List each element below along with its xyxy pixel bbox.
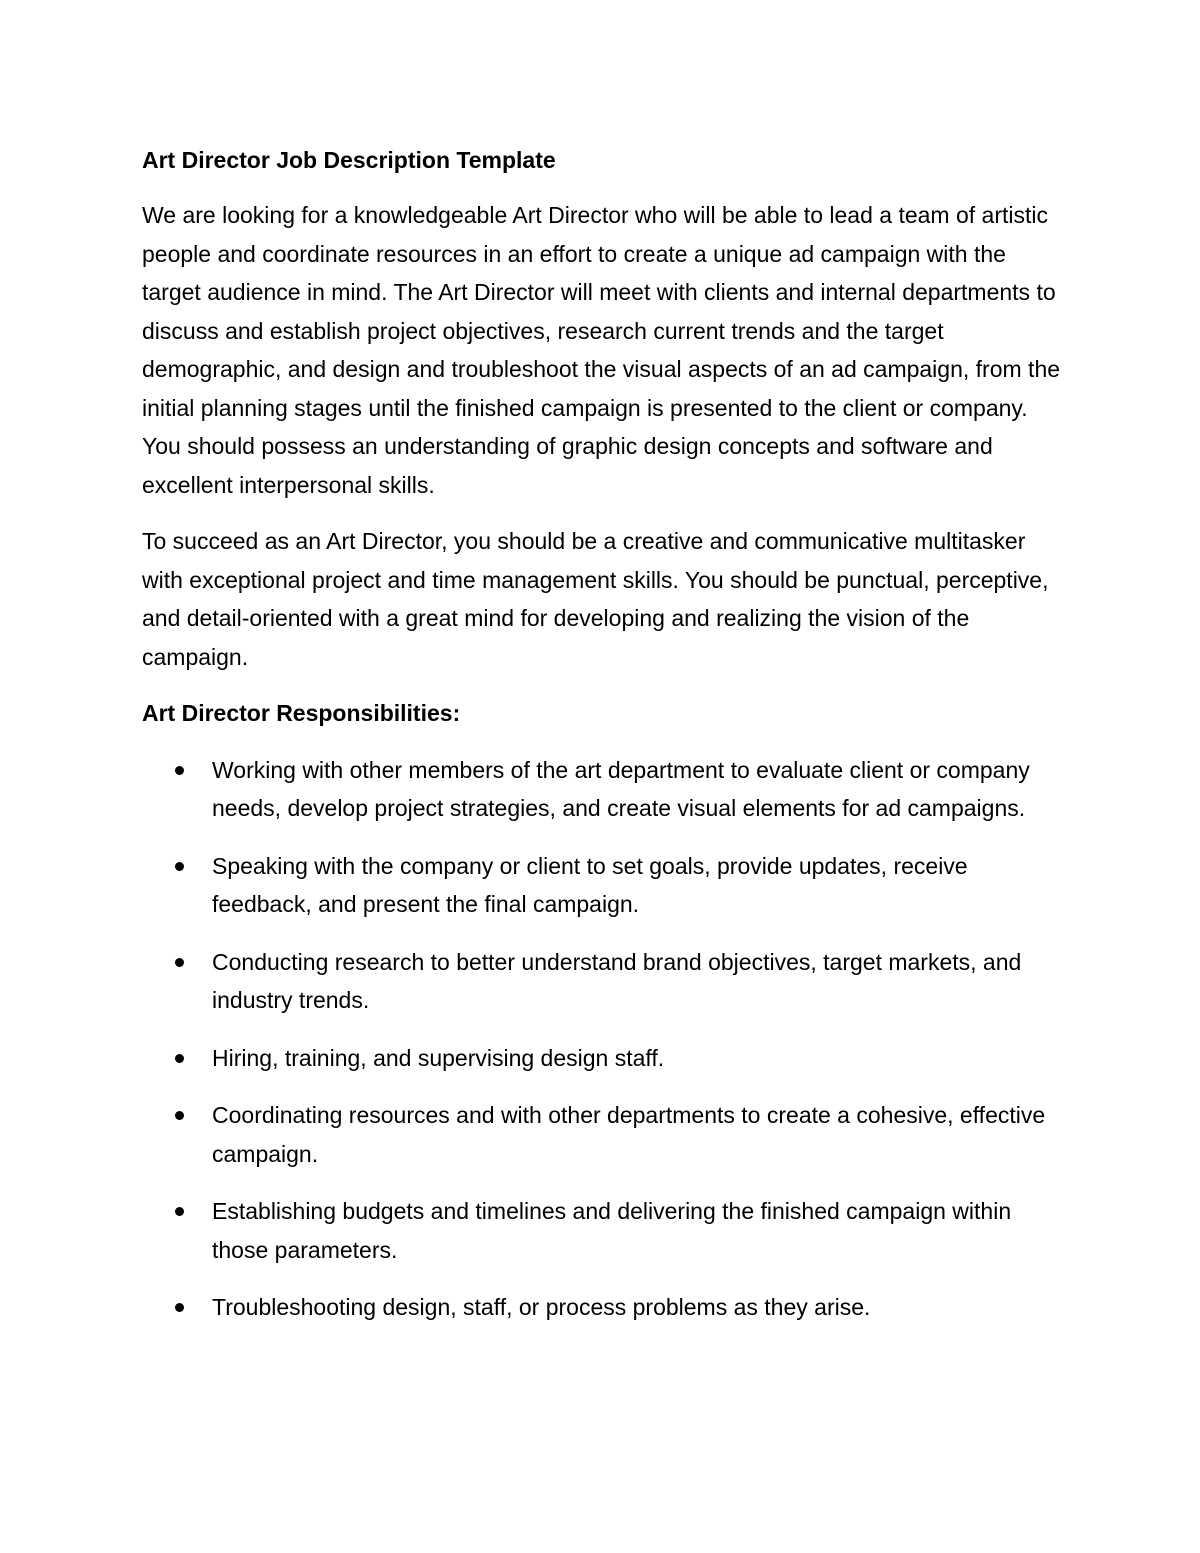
responsibilities-heading: Art Director Responsibilities: — [142, 700, 461, 726]
bullet-icon — [175, 766, 184, 775]
bullet-icon — [175, 1054, 184, 1063]
list-item-text: Working with other members of the art department to evaluate client or company needs, develop project strategies, and create visual elements for ad campaigns. — [212, 756, 1030, 821]
list-item-text: Conducting research to better understand brand objectives, target markets, and industry trends. — [212, 948, 1022, 1013]
list-item — [142, 1288, 1062, 1327]
list-item — [142, 751, 1062, 828]
list-item — [142, 1192, 1062, 1269]
list-item-text: Hiring, training, and supervising design staff. — [212, 1044, 665, 1071]
bullet-icon — [175, 1303, 184, 1312]
list-item-text: Coordinating resources and with other departments to create a cohesive, effective campaign. — [212, 1102, 1046, 1167]
intro-paragraph: We are looking for a knowledgeable Art Director who will be able to lead a team of artistic people and coordinate resources in an effort to create a unique ad campaign with the target audience in mind. The Art Director will meet with clients and internal departments to discuss and establish project objectives, research current trends and the target demographic, and design and troubleshoot the visual aspects of an ad campaign, from the initial planning stages until the finished campaign is presented to the client or company. You should possess an understanding of graphic design concepts and software and excellent interpersonal skills. — [142, 202, 1061, 498]
bullet-icon — [175, 1111, 184, 1120]
document-body — [142, 142, 1062, 1346]
list-item — [142, 1096, 1062, 1173]
bullet-icon — [175, 958, 184, 967]
success-paragraph: To succeed as an Art Director, you should be a creative and communicative multitasker with exceptional project and time management skills. You should be punctual, perceptive, and detail-oriented with a great mind for developing and realizing the vision of the campaign. — [142, 528, 1049, 670]
bullet-icon — [175, 862, 184, 871]
list-item-text: Speaking with the company or client to set goals, provide updates, receive feedback, and present the final campaign. — [212, 852, 968, 917]
responsibilities-list — [142, 751, 1062, 1327]
document-title: Art Director Job Description Template — [142, 147, 556, 173]
list-item-text: Establishing budgets and timelines and delivering the finished campaign within those parameters. — [212, 1198, 1012, 1263]
list-item — [142, 943, 1062, 1020]
list-item-text: Troubleshooting design, staff, or process problems as they arise. — [212, 1294, 871, 1320]
list-item — [142, 1039, 1062, 1078]
bullet-icon — [175, 1207, 184, 1216]
list-item — [142, 847, 1062, 924]
